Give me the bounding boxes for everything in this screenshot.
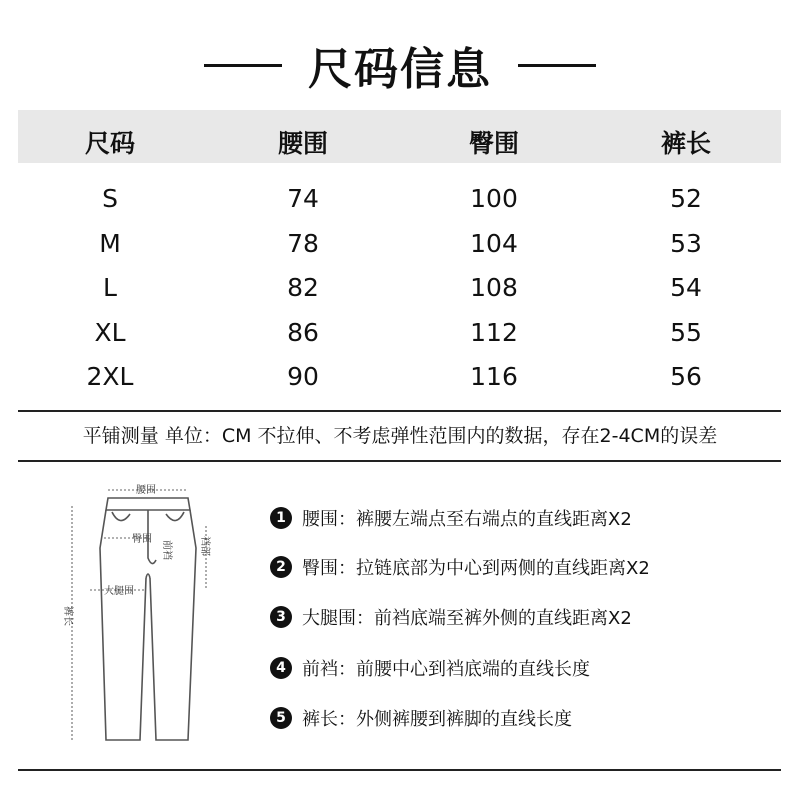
cell-hip: 104 [470, 229, 518, 258]
label-thigh: 大腿围 [104, 586, 134, 597]
legend-text: 臀围：拉链底部为中心到两侧的直线距离X2 [302, 558, 650, 579]
cell-hip: 108 [470, 273, 518, 302]
measurement-note: 平铺测量 单位：CM 不拉伸、不考虑弹性范围内的数据，存在2-4CM的误差 [82, 425, 718, 447]
cell-length: 53 [670, 229, 702, 258]
cell-length: 56 [670, 362, 702, 391]
title-left-line [204, 64, 282, 67]
cell-hip: 112 [470, 318, 518, 347]
legend-item [270, 552, 650, 582]
legend-item [270, 503, 632, 533]
cell-waist: 74 [287, 184, 319, 213]
divider-top [18, 410, 781, 412]
number-badge: 5 [270, 707, 292, 729]
header-hip: 臀围 [468, 129, 519, 158]
number-badge: 4 [270, 657, 292, 679]
title-bar [0, 30, 800, 100]
divider-middle [18, 460, 781, 462]
label-length: 裤长 [62, 606, 73, 626]
cell-length: 52 [670, 184, 702, 213]
legend-text: 大腿围：前裆底端至裤外侧的直线距离X2 [302, 608, 632, 629]
cell-waist: 82 [287, 273, 319, 302]
number-badge: 1 [270, 507, 292, 529]
legend-item [270, 653, 590, 683]
cell-size: 2XL [86, 362, 134, 391]
header-waist: 腰围 [277, 129, 328, 158]
pants-diagram [60, 478, 240, 748]
label-front-rise: 前裆 [161, 540, 172, 560]
cell-hip: 100 [470, 184, 518, 213]
title-right-line [518, 64, 596, 67]
cell-length: 55 [670, 318, 702, 347]
page-title: 尺码信息 [308, 44, 492, 95]
cell-waist: 78 [287, 229, 319, 258]
number-badge: 2 [270, 556, 292, 578]
cell-hip: 116 [470, 362, 518, 391]
legend-text: 裤长：外侧裤腰到裤脚的直线长度 [302, 709, 572, 730]
header-length: 裤长 [660, 129, 711, 158]
cell-waist: 90 [287, 362, 319, 391]
label-hip: 臀围 [132, 534, 152, 545]
cell-length: 54 [670, 273, 702, 302]
cell-size: S [102, 184, 118, 213]
number-badge: 3 [270, 606, 292, 628]
cell-size: L [103, 273, 117, 302]
legend-text: 腰围：裤腰左端点至右端点的直线距离X2 [302, 509, 632, 530]
label-waist: 腰围 [136, 485, 156, 496]
legend-item [270, 703, 572, 733]
header-size: 尺码 [84, 129, 135, 158]
cell-waist: 86 [287, 318, 319, 347]
cell-size: M [99, 229, 121, 258]
legend-item [270, 602, 632, 632]
legend-text: 前裆：前腰中心到裆底端的直线长度 [302, 659, 590, 680]
divider-bottom [18, 769, 781, 771]
cell-size: XL [94, 318, 126, 347]
label-side: 裆部 [199, 536, 210, 556]
